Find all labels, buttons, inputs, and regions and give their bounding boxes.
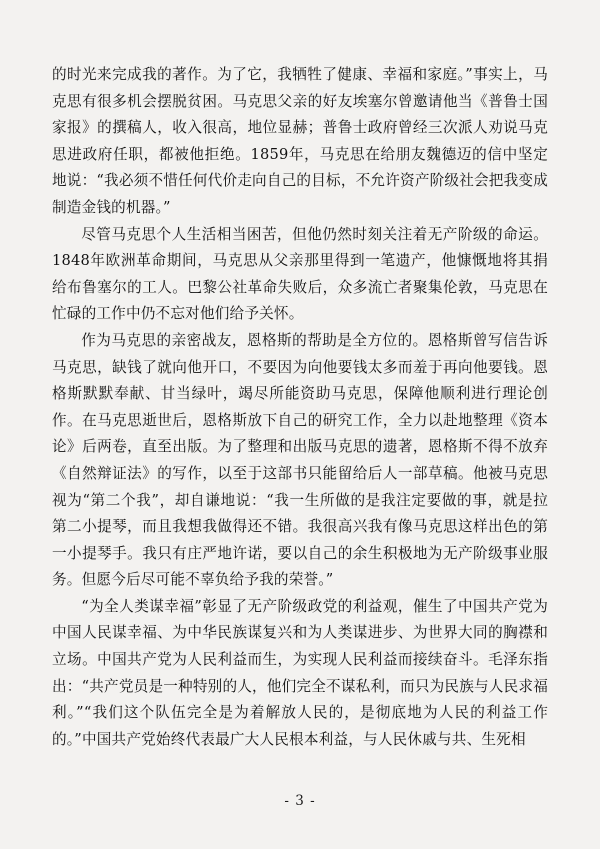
paragraph: 尽管马克思个人生活相当困苦，但他仍然时刻关注着无产阶级的命运。1848年欧洲革命期间，马克思从父亲那里得到一笔遗产，他慷慨地将其捐给布鲁塞尔的工人。巴黎公社革命失败后，众多流亡者聚集伦敦，马克思在忙碌的工作中仍不忘对他们给予关怀。 <box>52 225 548 323</box>
paragraph: 作为马克思的亲密战友，恩格斯的帮助是全方位的。恩格斯曾写信告诉马克思，缺钱了就向他开口，不要因为向他要钱太多而羞于再向他要钱。恩格斯默默奉献、甘当绿叶，竭尽所能资助马克思，保障他顺利进行理论创作。在马克思逝世后，恩格斯放下自己的研究工作，全力以赴地整理《资本论》后两卷，直至出版。为了整理和出版马克思的遗著，恩格斯不得不放弃《自然辩证法》的写作，以至于这部书只能留给后人一部草稿。他被马克思视为“第二个我”，却自谦地说：“我一生所做的是我注定要做的事，就是拉第二小提琴，而且我想我做得还不错。我很高兴我有像马克思这样出色的第一小提琴手。我只有庄严地许诺，要以自己的余生积极地为无产阶级事业服务。但愿今后尽可能不辜负给予我的荣誉。” <box>52 331 548 589</box>
page-body <box>52 62 548 779</box>
paragraph: 的时光来完成我的著作。为了它，我牺牲了健康、幸福和家庭。”事实上，马克思有很多机会摆脱贫困。马克思父亲的好友埃塞尔曾邀请他当《普鲁士国家报》的撰稿人，收入很高，地位显赫；普鲁士政府曾经三次派人劝说马克思进政府任职，都被他拒绝。1859年，马克思在给朋友魏德迈的信中坚定地说：“我必须不惜任何代价走向自己的目标，不允许资产阶级社会把我变成制造金钱的机器。” <box>52 66 548 216</box>
page-number: - 3 - <box>284 793 316 809</box>
paragraph: “为全人类谋幸福”彰显了无产阶级政党的利益观，催生了中国共产党为中国人民谋幸福、为中华民族谋复兴和为人类谋进步、为世界大同的胸襟和立场。中国共产党为人民利益而生，为实现人民利益而接续奋斗。毛泽东指出：“共产党员是一种特别的人，他们完全不谋私利，而只为民族与人民求福利。”“我们这个队伍完全是为着解放人民的，是彻底地为人民的利益工作的。”中国共产党始终代表最广大人民根本利益，与人民休戚与共、生死相 <box>52 597 548 748</box>
